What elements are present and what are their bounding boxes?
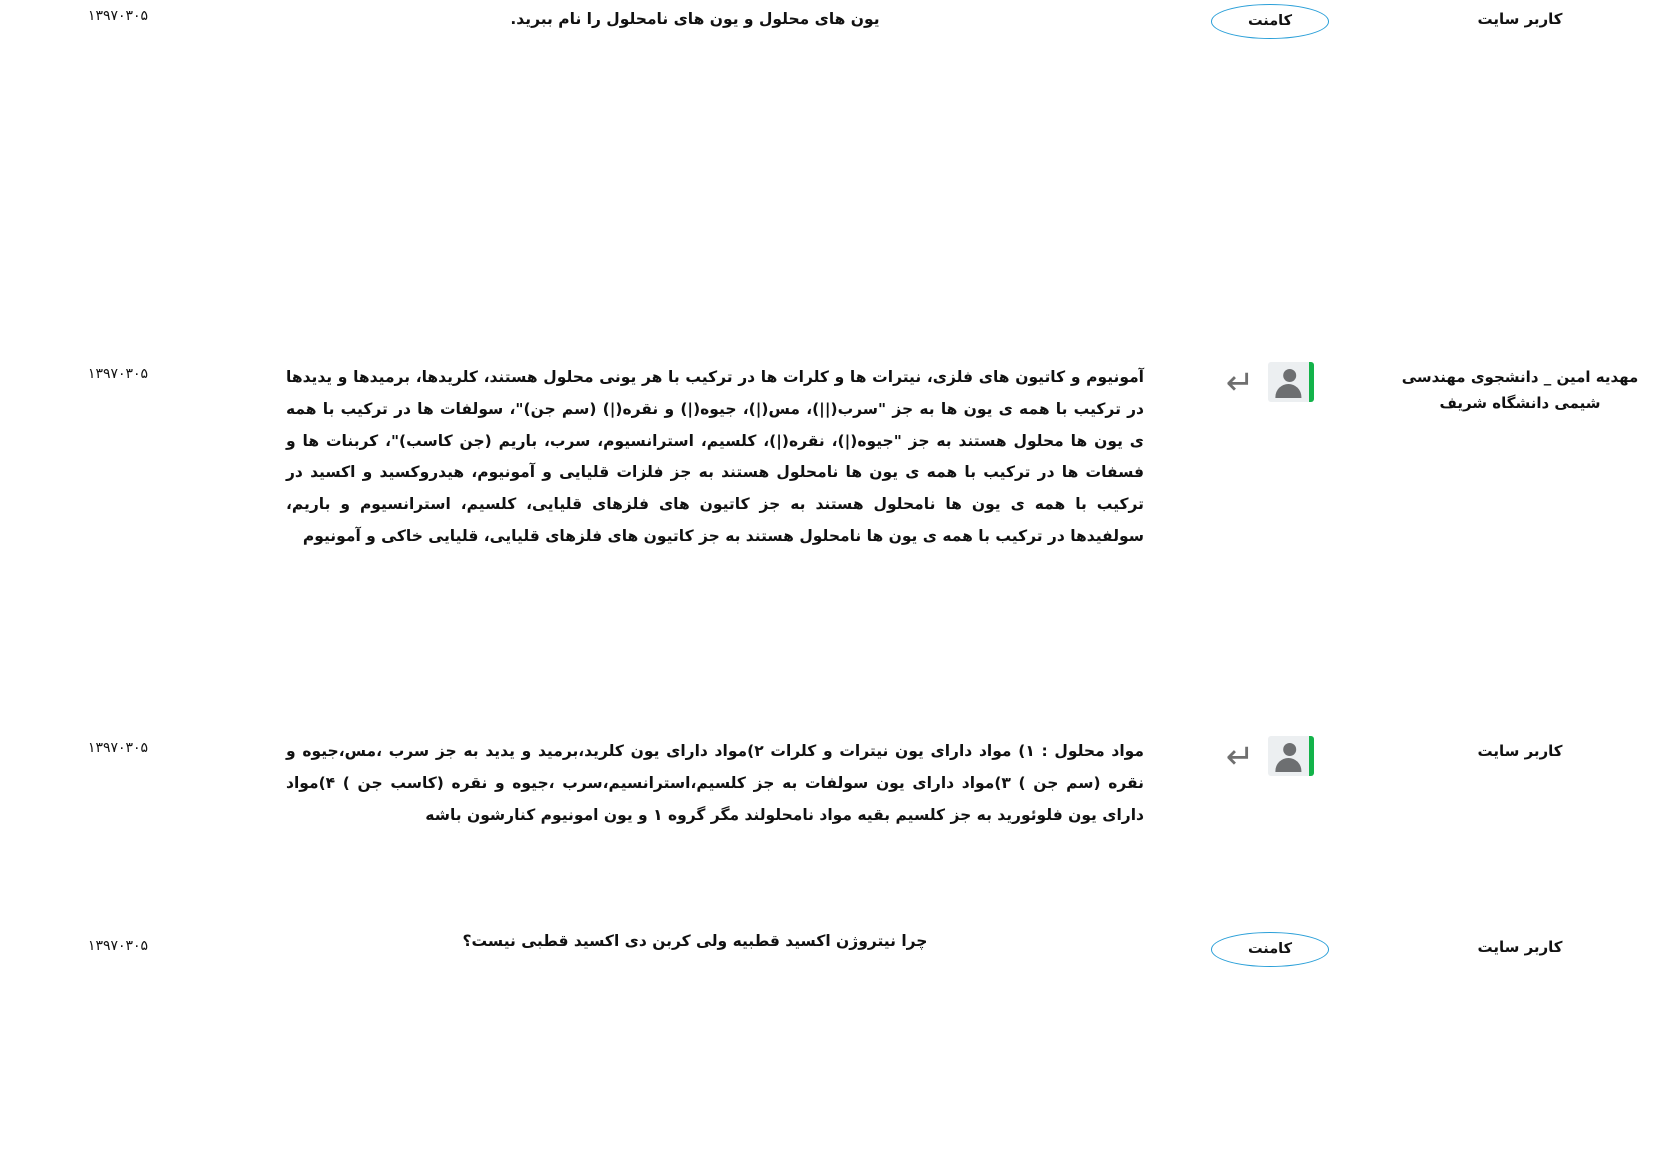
comment-badge[interactable]: کامنت xyxy=(1211,932,1329,967)
reply-arrow-icon[interactable]: ↵ xyxy=(1225,737,1255,777)
reply-arrow-icon[interactable]: ↵ xyxy=(1225,363,1255,403)
entry-date: ۱۳۹۷۰۳۰۵ xyxy=(87,938,149,954)
user-avatar-icon xyxy=(1268,736,1314,776)
comment-entry xyxy=(0,736,1654,831)
entry-author: مهدیه امین _ دانشجوی مهندسی شیمی دانشگاه شریف xyxy=(1401,368,1639,413)
comment-entry xyxy=(0,4,1654,39)
entry-marker xyxy=(1154,4,1386,39)
entry-marker xyxy=(1154,922,1386,967)
comment-entry xyxy=(0,922,1654,967)
entry-date: ۱۳۹۷۰۳۰۵ xyxy=(87,8,149,24)
entry-body: یون های محلول و یون های نامحلول را نام ببرید. xyxy=(510,10,880,28)
entry-body: آمونیوم و کاتیون های فلزی، نیترات ها و کلرات ها در ترکیب با هر یونی محلول هستند، کلریدها، برمیدها و یدیدها در ترکیب با همه ی یون ها به جز "سرب(||)، مس(|)، جیوه(|) و نقره(|) (سم جن)"، سولفات ها در ترکیب با همه ی یون ها محلول هستند به جز "جیوه(|)، نقره(|)، کلسیم، استرانسیوم، سرب، باریم (جن کاسب)"، کربنات ها و فسفات ها در ترکیب با همه ی یون ها نامحلول هستند به جز فلزات قلیایی و آمونیوم، هیدروکسید و اکسید در ترکیب با همه ی یون ها نامحلول هستند به جز کاتیون های فلزهای قلیایی، کلسیم، استرانسیوم و باریم، سولفیدها در ترکیب با همه ی یون ها نامحلول هستند به جز کاتیون های فلزهای قلیایی، قلیایی خاکی و آمونیوم xyxy=(286,368,1144,545)
entry-date: ۱۳۹۷۰۳۰۵ xyxy=(87,740,149,756)
entry-marker xyxy=(1154,736,1386,776)
entry-body: مواد محلول : ۱) مواد دارای یون نیترات و کلرات ۲)مواد دارای یون کلرید،برمید و یدید به جز سرب ،مس،جیوه و نقره (سم جن ) ۳)مواد دارای یون سولفات به جز کلسیم،استرانسیم،سرب ،جیوه و نقره (کاسب جن ) ۴)مواد دارای یون فلوئورید به جز کلسیم بقیه مواد نامحلولند مگر گروه ۱ و یون امونیوم کنارشون باشه xyxy=(286,742,1144,824)
comment-entry xyxy=(0,362,1654,553)
entry-date: ۱۳۹۷۰۳۰۵ xyxy=(87,366,149,382)
entry-author: کاربر سایت xyxy=(1477,742,1563,760)
entry-author: کاربر سایت xyxy=(1477,938,1563,956)
entry-author: کاربر سایت xyxy=(1477,10,1563,28)
entry-marker xyxy=(1154,362,1386,402)
entry-body: چرا نیتروژن اکسید قطبیه ولی کربن دی اکسید قطبی نیست؟ xyxy=(462,932,928,950)
user-avatar-icon xyxy=(1268,362,1314,402)
comment-badge[interactable]: کامنت xyxy=(1211,4,1329,39)
